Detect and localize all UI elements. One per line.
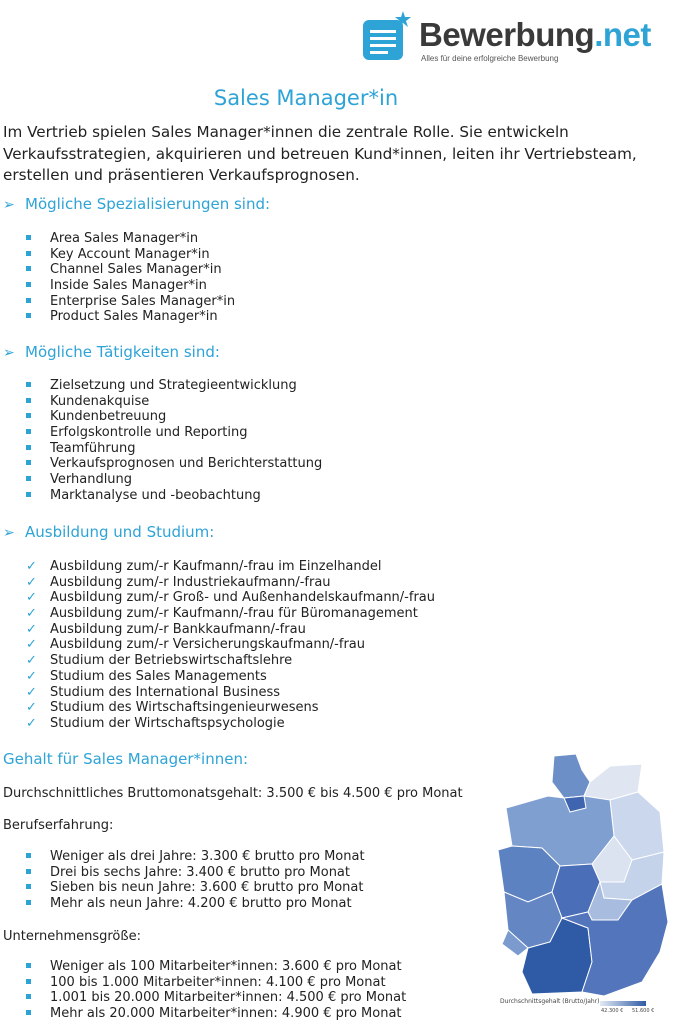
square-bullet-icon (26, 378, 46, 394)
square-bullet-icon (26, 990, 46, 1006)
company-size-label: Unternehmensgröße: (3, 929, 141, 944)
logo-word-dark: Bewerbung (419, 16, 595, 53)
specializations-heading-text: Mögliche Spezialisierungen sind: (25, 195, 271, 213)
activities-heading (3, 342, 220, 362)
square-bullet-icon (26, 409, 46, 425)
activities-list (0, 378, 322, 504)
list-item: ✓ Ausbildung zum/-r Kaufmann/-frau für Büromanagement (26, 606, 418, 622)
check-icon: ✓ (26, 668, 37, 684)
check-icon: ✓ (26, 653, 37, 669)
square-bullet-icon (26, 472, 46, 488)
education-list (0, 559, 435, 732)
square-bullet-icon (26, 262, 46, 278)
square-bullet-icon (26, 441, 46, 457)
list-item: Channel Sales Manager*in (0, 262, 235, 278)
experience-label: Berufserfahrung: (3, 818, 114, 833)
list-item: ✓ Ausbildung zum/-r Bankkaufmann/-frau (26, 621, 306, 637)
list-item: ✓ Ausbildung zum/-r Kaufmann/-frau im Einzelhandel (26, 559, 382, 574)
list-item: Area Sales Manager*in (0, 231, 235, 247)
square-bullet-icon (26, 1006, 46, 1022)
list-item: Product Sales Manager*in (0, 309, 235, 325)
list-item: Weniger als 100 Mitarbeiter*innen: 3.600 € pro Monat (0, 959, 406, 975)
square-bullet-icon (26, 394, 46, 410)
list-item: Verkaufsprognosen und Berichterstattung (0, 456, 322, 472)
list-item: Mehr als 20.000 Mitarbeiter*innen: 4.900 € pro Monat (0, 1006, 406, 1022)
list-item: Key Account Manager*in (0, 247, 235, 263)
check-icon: ✓ (26, 574, 37, 590)
square-bullet-icon (26, 849, 46, 865)
square-bullet-icon (26, 425, 46, 441)
arrowhead-icon: ➢ (3, 525, 15, 541)
map-legend-bar (600, 1001, 646, 1006)
activities-heading-text: Mögliche Tätigkeiten sind: (25, 343, 220, 361)
check-icon: ✓ (26, 637, 37, 653)
list-item: ✓ Ausbildung zum/-r Groß- und Außenhandelskaufmann/-frau (26, 590, 435, 606)
logo (361, 6, 671, 66)
list-item: Sieben bis neun Jahre: 3.600 € brutto pro Monat (0, 880, 365, 896)
check-icon: ✓ (26, 621, 37, 637)
square-bullet-icon (26, 959, 46, 975)
check-icon: ✓ (26, 700, 37, 716)
list-item: Kundenakquise (0, 394, 322, 410)
education-heading (3, 522, 214, 542)
check-icon: ✓ (26, 715, 37, 731)
logo-tagline: Alles für deine erfolgreiche Bewerbung (421, 54, 559, 63)
map-legend-max: 51.600 € (632, 1008, 655, 1014)
list-item: Drei bis sechs Jahre: 3.400 € brutto pro Monat (0, 865, 365, 881)
list-item: Mehr als neun Jahre: 4.200 € brutto pro Monat (0, 896, 365, 912)
check-icon: ✓ (26, 684, 37, 700)
list-item: ✓ Studium der Betriebswirtschaftslehre (26, 653, 293, 669)
square-bullet-icon (26, 231, 46, 247)
arrowhead-icon: ➢ (3, 345, 15, 361)
arrowhead-icon: ➢ (3, 197, 15, 213)
specializations-heading (3, 194, 270, 214)
list-item: Teamführung (0, 441, 322, 457)
experience-list (0, 849, 365, 912)
check-icon: ✓ (26, 606, 37, 622)
square-bullet-icon (26, 247, 46, 263)
list-item: ✓ Studium des International Business (26, 684, 281, 700)
square-bullet-icon (26, 309, 46, 325)
check-icon: ✓ (26, 590, 37, 606)
education-heading-text: Ausbildung und Studium: (25, 523, 215, 541)
specializations-list (0, 231, 235, 325)
square-bullet-icon (26, 865, 46, 881)
list-item: ✓ Ausbildung zum/-r Versicherungskaufmann/-frau (26, 637, 366, 653)
list-item: ✓ Studium des Wirtschaftsingenieurwesens (26, 700, 319, 716)
list-item: Zielsetzung und Strategieentwicklung (0, 378, 322, 394)
square-bullet-icon (26, 456, 46, 472)
list-item: Weniger als drei Jahre: 3.300 € brutto pro Monat (0, 849, 365, 865)
square-bullet-icon (26, 896, 46, 912)
region-schleswig-holstein (552, 754, 590, 798)
map-legend-min: 42.300 € (601, 1008, 624, 1014)
square-bullet-icon (26, 975, 46, 991)
page-title: Sales Manager*in (213, 86, 399, 110)
logo-wordmark (419, 18, 651, 52)
square-bullet-icon (26, 880, 46, 896)
germany-salary-map (492, 752, 674, 1000)
intro-paragraph: Im Vertrieb spielen Sales Manager*innen die zentrale Rolle. Sie entwickeln Verkaufsstrategien, akquirieren und betreuen Kund*innen, leiten ihr Vertriebsteam, erstellen und präsentieren Verkaufsprognosen. (3, 123, 637, 184)
list-item: Verhandlung (0, 472, 322, 488)
square-bullet-icon (26, 488, 46, 504)
map-caption: Durchschnittsgehalt (Brutto/Jahr) (500, 998, 600, 1005)
list-item: Marktanalyse und -beobachtung (0, 488, 322, 504)
list-item: ✓ Studium des Sales Managements (26, 668, 267, 684)
logo-document-icon (361, 10, 413, 62)
logo-word-accent: .net (594, 16, 651, 53)
salary-heading: Gehalt für Sales Manager*innen: (3, 750, 249, 768)
square-bullet-icon (26, 294, 46, 310)
average-salary: Durchschnittliches Bruttomonatsgehalt: 3.500 € bis 4.500 € pro Monat (3, 786, 463, 801)
list-item: 1.001 bis 20.000 Mitarbeiter*innen: 4.500 € pro Monat (0, 990, 406, 1006)
list-item: 100 bis 1.000 Mitarbeiter*innen: 4.100 € pro Monat (0, 975, 406, 991)
list-item: Erfolgskontrolle und Reporting (0, 425, 322, 441)
square-bullet-icon (26, 278, 46, 294)
list-item: Inside Sales Manager*in (0, 278, 235, 294)
list-item: ✓ Studium der Wirtschaftspsychologie (26, 715, 285, 731)
list-item: Enterprise Sales Manager*in (0, 294, 235, 310)
check-icon: ✓ (26, 559, 37, 574)
company-size-list (0, 959, 406, 1022)
list-item: Kundenbetreuung (0, 409, 322, 425)
list-item: ✓ Ausbildung zum/-r Industriekaufmann/-frau (26, 574, 331, 590)
